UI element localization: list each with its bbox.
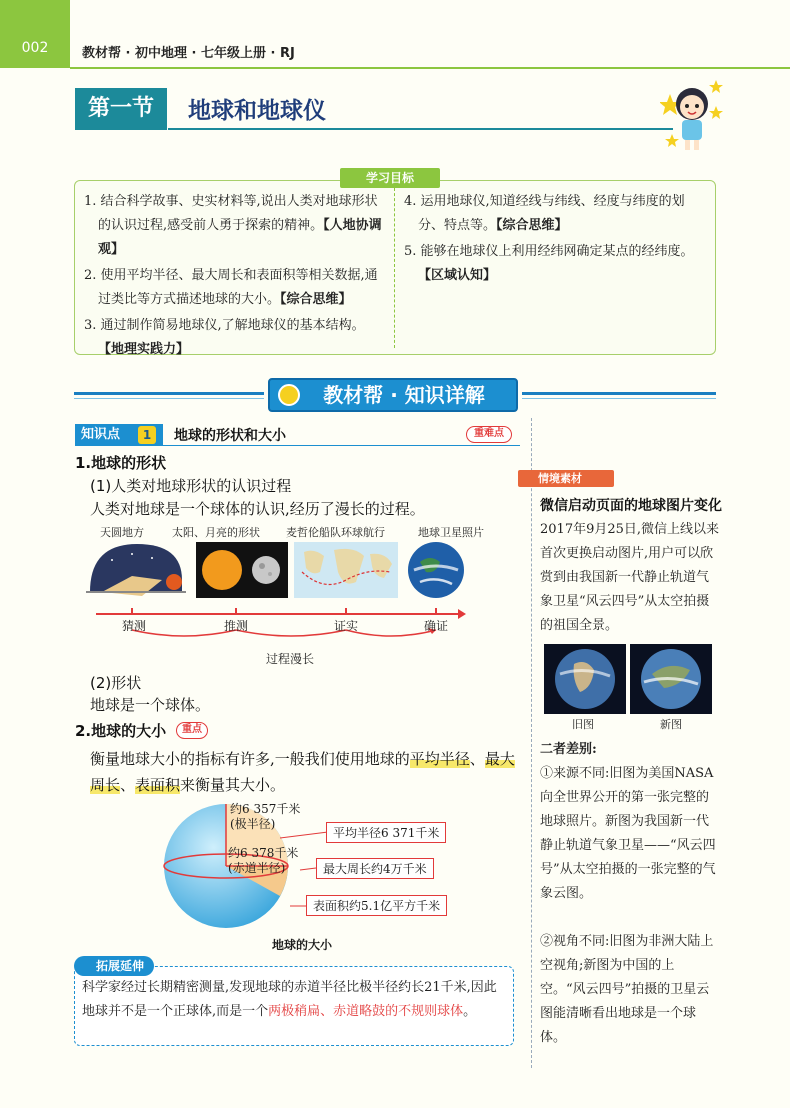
banner-rule-left-thin xyxy=(74,398,264,399)
polar-radius-value: 约6 357千米 xyxy=(230,802,301,816)
stage-caption: 麦哲伦船队环球航行 xyxy=(286,526,385,539)
section-title: 地球和地球仪 xyxy=(188,98,326,124)
header-rule xyxy=(70,67,790,69)
equatorial-radius-value: 约6 378千米 xyxy=(228,846,299,860)
stage-label: 证实 xyxy=(334,619,359,633)
sun-moon-image xyxy=(196,542,288,598)
new-image-caption: 新图 xyxy=(660,718,682,731)
difference-title: 二者差别: xyxy=(540,742,597,757)
sidebar-heading: 微信启动页面的地球图片变化 xyxy=(540,498,722,514)
objectives-divider xyxy=(394,188,395,348)
mean-radius-box: 平均半径6 371千米 xyxy=(326,822,446,843)
page-number: 002 xyxy=(21,40,49,56)
section-underline xyxy=(168,128,673,130)
shape-paragraph-2: 地球是一个球体。 xyxy=(90,696,211,714)
old-image-caption: 旧图 xyxy=(572,718,594,731)
key-difficult-badge: 重难点 xyxy=(466,426,512,443)
banner-rule-left xyxy=(74,392,264,395)
sidebar-paragraph: 2017年9月25日,微信上线以来首次更换启动图片,用户可以欣赏到由我国新一代静止轨道气象卫星“风云四号”从太空拍摄的祖国全景。 xyxy=(540,522,720,633)
knowledge-point-number: 1 xyxy=(138,426,156,444)
cartoon-girl-icon xyxy=(660,76,724,152)
context-material-tag: 情境素材 xyxy=(518,470,614,487)
size-heading: 2.地球的大小 xyxy=(75,722,167,740)
objective-item: 4. 运用地球仪,知道经线与纬线、经度与纬度的划分、特点等。【综合思维】 xyxy=(404,194,685,233)
extension-tag: 拓展延伸 xyxy=(74,956,154,976)
magellan-route-map-image xyxy=(294,542,398,598)
objective-item: 3. 通过制作简易地球仪,了解地球仪的基本结构。 【地理实践力】 xyxy=(84,318,365,357)
stage-label: 猜测 xyxy=(122,619,147,633)
objective-item: 1. 结合科学故事、史实材料等,说出人类对地球形状的认识过程,感受前人勇于探索的精神。【人地协调观】 xyxy=(84,194,382,257)
stage-label: 推测 xyxy=(224,619,249,633)
objectives-tag: 学习目标 xyxy=(340,168,440,188)
shape-subheading-1: (1)人类对地球形状的认识过程 xyxy=(90,477,292,495)
objective-item: 5. 能够在地球仪上利用经纬网确定某点的经纬度。 【区域认知】 xyxy=(404,244,694,283)
equatorial-radius-name: (赤道半径) xyxy=(228,861,286,875)
size-paragraph: 衡量地球大小的指标有许多,一般我们使用地球的平均半径、最大周长、表面积来衡量其大小。 xyxy=(90,750,515,794)
shape-heading: 1.地球的形状 xyxy=(75,454,167,472)
banner-rule-right-thin xyxy=(522,398,716,399)
diagram-caption: 地球的大小 xyxy=(272,938,333,952)
difference-item-1: ①来源不同:旧图为美国NASA向全世界公开的第一张完整的地球照片。新图为我国新一代静止轨道气象卫星——“风云四号”从太空拍摄的一张完整的气象云图。 xyxy=(540,766,716,901)
knowledge-point-tag: 知识点 xyxy=(75,424,163,446)
heaven-round-earth-square-image xyxy=(82,540,192,600)
process-note: 过程漫长 xyxy=(266,652,315,666)
stage-label: 确证 xyxy=(424,619,449,633)
old-earth-image xyxy=(544,644,626,714)
book-title: 教材帮 · 初中地理 · 七年级上册 · RJ xyxy=(82,46,295,61)
lightbulb-icon xyxy=(278,384,300,406)
header-tab xyxy=(0,0,70,68)
new-earth-image xyxy=(630,644,712,714)
objectives-left xyxy=(84,190,389,364)
extension-text: 科学家经过长期精密测量,发现地球的赤道半径比极半径约长21千米,因此地球并不是一个正球体,而是一个两极稍扁、赤道略鼓的不规则球体。 xyxy=(82,980,497,1019)
banner-rule-right xyxy=(522,392,716,395)
stage-caption: 天圆地方 xyxy=(100,526,144,539)
stage-caption: 太阳、月亮的形状 xyxy=(172,526,260,539)
circumference-box: 最大周长约4万千米 xyxy=(316,858,434,879)
shape-subheading-2: (2)形状 xyxy=(90,674,142,692)
stage-caption: 地球卫星照片 xyxy=(418,526,484,539)
polar-radius-name: (极半径) xyxy=(230,817,276,831)
objectives-right xyxy=(404,190,709,290)
knowledge-point-title: 地球的形状和大小 xyxy=(174,428,286,444)
satellite-earth-image xyxy=(406,540,466,600)
process-arrow-diagram xyxy=(96,604,466,654)
objective-item: 2. 使用平均半径、最大周长和表面积等相关数据,通过类比等方式描述地球的大小。【综合思维】 xyxy=(84,268,378,307)
surface-area-box: 表面积约5.1亿平方千米 xyxy=(306,895,447,916)
column-divider xyxy=(531,418,532,1068)
key-point-badge: 重点 xyxy=(176,722,208,739)
banner-title: 教材帮 · 知识详解 xyxy=(268,378,518,412)
shape-paragraph-1: 人类对地球是一个球体的认识,经历了漫长的过程。 xyxy=(90,500,425,518)
section-label: 第一节 xyxy=(75,88,167,130)
difference-item-2: ②视角不同:旧图为非洲大陆上空视角;新图为中国的上空。“风云四号”拍摄的卫星云图能清晰看出地球是一个球体。 xyxy=(540,934,714,1045)
